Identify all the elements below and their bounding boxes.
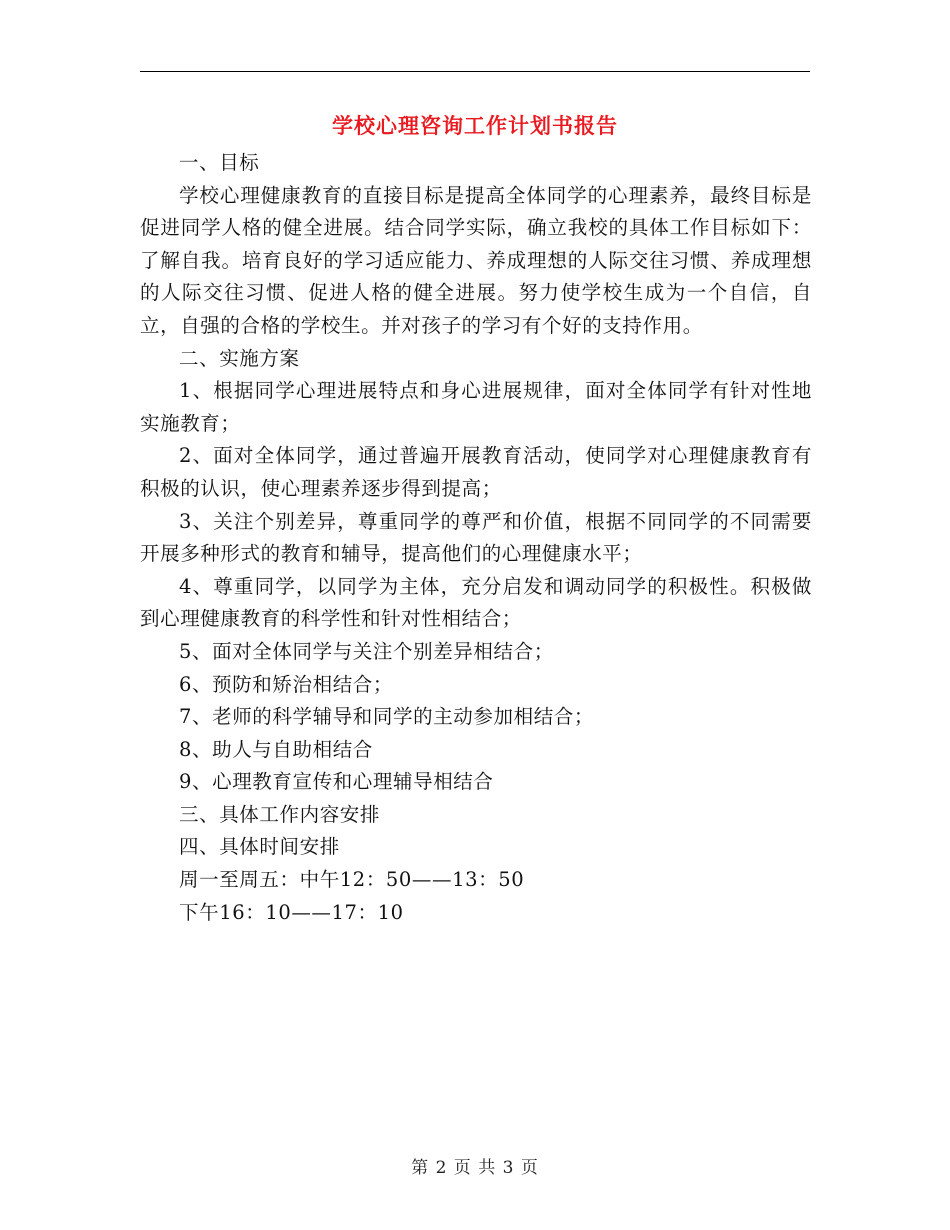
header-rule [140,71,810,72]
document-body [140,147,812,929]
document-title: 学校心理咨询工作计划书报告 [332,113,618,138]
section-heading-goals: 一、目标 [179,151,260,174]
section-heading-plan: 二、实施方案 [179,346,300,370]
plan-item-8: 8、助人与自助相结合 [179,737,373,761]
schedule-noon: 周一至周五：中午12：50——13：50 [179,868,525,892]
plan-item-9: 9、心理教育宣传和心理辅导相结合 [179,770,494,794]
plan-item-5: 5、面对全体同学与关注个别差异相结合； [179,639,554,663]
section-heading-schedule: 四、具体时间安排 [179,835,340,859]
section-heading-content: 三、具体工作内容安排 [179,802,381,826]
plan-item-4: 4、尊重同学，以同学为主体，充分启发和调动同学的积极性。积极做到心理健康教育的科学性和针对性相结合； [140,574,812,631]
paragraph-goals: 学校心理健康教育的直接目标是提高全体同学的心理素养，最终目标是促进同学人格的健全进展。结合同学实际，确立我校的具体工作目标如下：了解自我。培育良好的学习适应能力、养成理想的人际交往习惯、养成理想的人际交往习惯、促进人格的健全进展。努力使学校生成为一个自信，自立，自强的合格的学校生。并对孩子的学习有个好的支持作用。 [140,183,812,337]
plan-item-2: 2、面对全体同学，通过普遍开展教育活动，使同学对心理健康教育有积极的认识，使心理素养逐步得到提高； [140,444,812,500]
schedule-afternoon: 下午16：10——17：10 [179,900,404,924]
plan-item-7: 7、老师的科学辅导和同学的主动参加相结合； [179,705,595,729]
plan-item-3: 3、关注个别差异，尊重同学的尊严和价值，根据不同同学的不同需要开展多种形式的教育和辅导，提高他们的心理健康水平； [140,509,812,566]
plan-item-6: 6、预防和矫治相结合； [179,672,394,696]
plan-item-1: 1、根据同学心理进展特点和身心进展规律，面对全体同学有针对性地实施教育； [140,379,812,435]
page-number: 第 2 页 共 3 页 [411,1158,539,1178]
